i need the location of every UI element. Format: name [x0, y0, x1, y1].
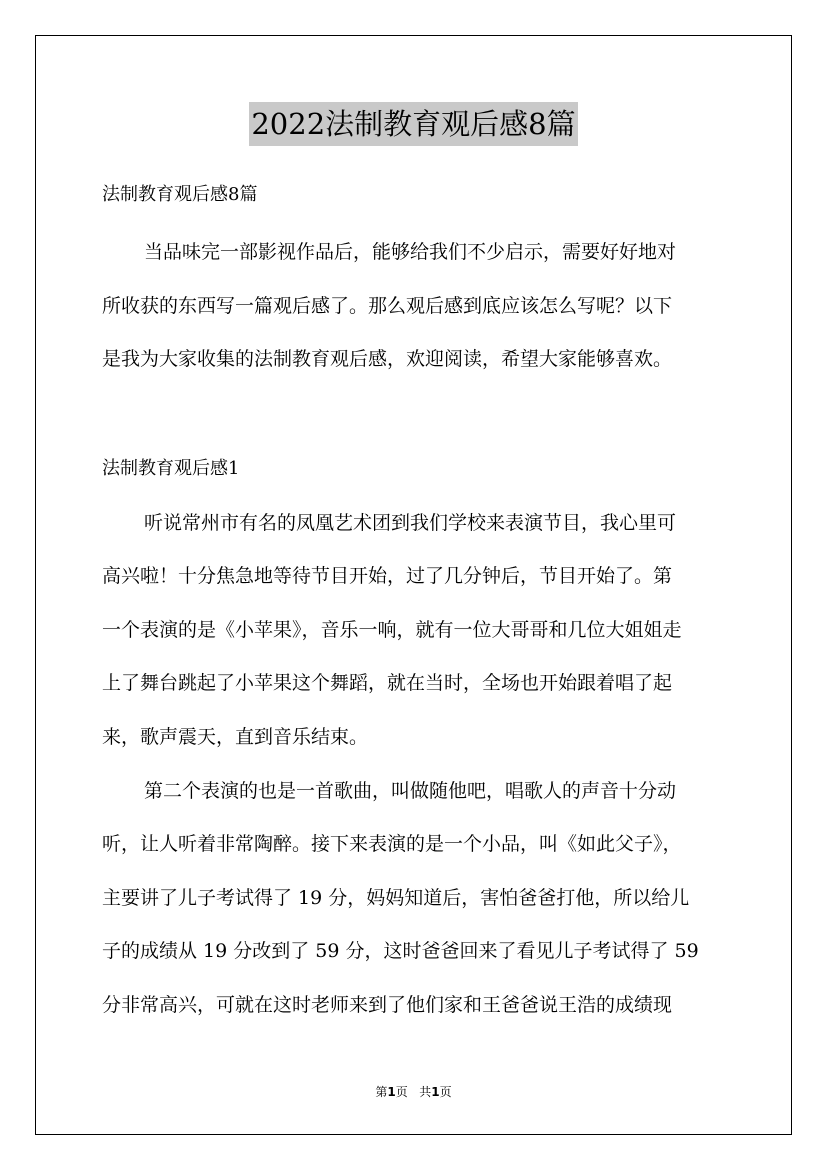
footer-page-number: 1 [387, 1085, 396, 1099]
footer-page-prefix: 第 [375, 1085, 388, 1099]
footer-page-suffix: 页 [395, 1085, 408, 1099]
s1p2-line-4: 子的成绩从 19 分改到了 59 分，这时爸爸回来了看见儿子考试得了 59 [102, 940, 699, 962]
footer-total-prefix: 共 [419, 1085, 432, 1099]
footer-total-suffix: 页 [439, 1085, 452, 1099]
s1p2-line-1: 第二个表演的也是一首歌曲，叫做随他吧，唱歌人的声音十分动 [144, 780, 677, 802]
s1p1-line-5: 来，歌声震天，直到音乐结束。 [102, 726, 369, 748]
document-title: 2022法制教育观后感8篇 [249, 102, 577, 146]
page-footer [0, 1083, 827, 1100]
s1p2-line-3: 主要讲了儿子考试得了 19 分，妈妈知道后，害怕爸爸打他，所以给儿 [102, 887, 690, 909]
s1p1-line-4: 上了舞台跳起了小苹果这个舞蹈，就在当时，全场也开始跟着唱了起 [102, 672, 673, 694]
section1-heading: 法制教育观后感1 [102, 458, 240, 479]
intro-line-3: 是我为大家收集的法制教育观后感，欢迎阅读，希望大家能够喜欢。 [102, 348, 673, 370]
footer-total-number: 1 [431, 1085, 440, 1099]
s1p2-line-5: 分非常高兴，可就在这时老师来到了他们家和王爸爸说王浩的成绩现 [102, 994, 673, 1016]
document-subtitle: 法制教育观后感8篇 [102, 184, 258, 205]
s1p1-line-2: 高兴啦！十分焦急地等待节目开始，过了几分钟后，节目开始了。第 [102, 565, 673, 587]
intro-line-2: 所收获的东西写一篇观后感了。那么观后感到底应该怎么写呢？以下 [102, 295, 673, 317]
intro-line-1: 当品味完一部影视作品后，能够给我们不少启示，需要好好地对 [144, 241, 677, 263]
s1p1-line-1: 听说常州市有名的凤凰艺术团到我们学校来表演节目，我心里可 [144, 512, 677, 534]
title-container [0, 102, 827, 146]
s1p1-line-3: 一个表演的是《小苹果》，音乐一响，就有一位大哥哥和几位大姐姐走 [102, 619, 682, 641]
s1p2-line-2: 听，让人听着非常陶醉。接下来表演的是一个小品，叫《如此父子》， [102, 833, 682, 855]
